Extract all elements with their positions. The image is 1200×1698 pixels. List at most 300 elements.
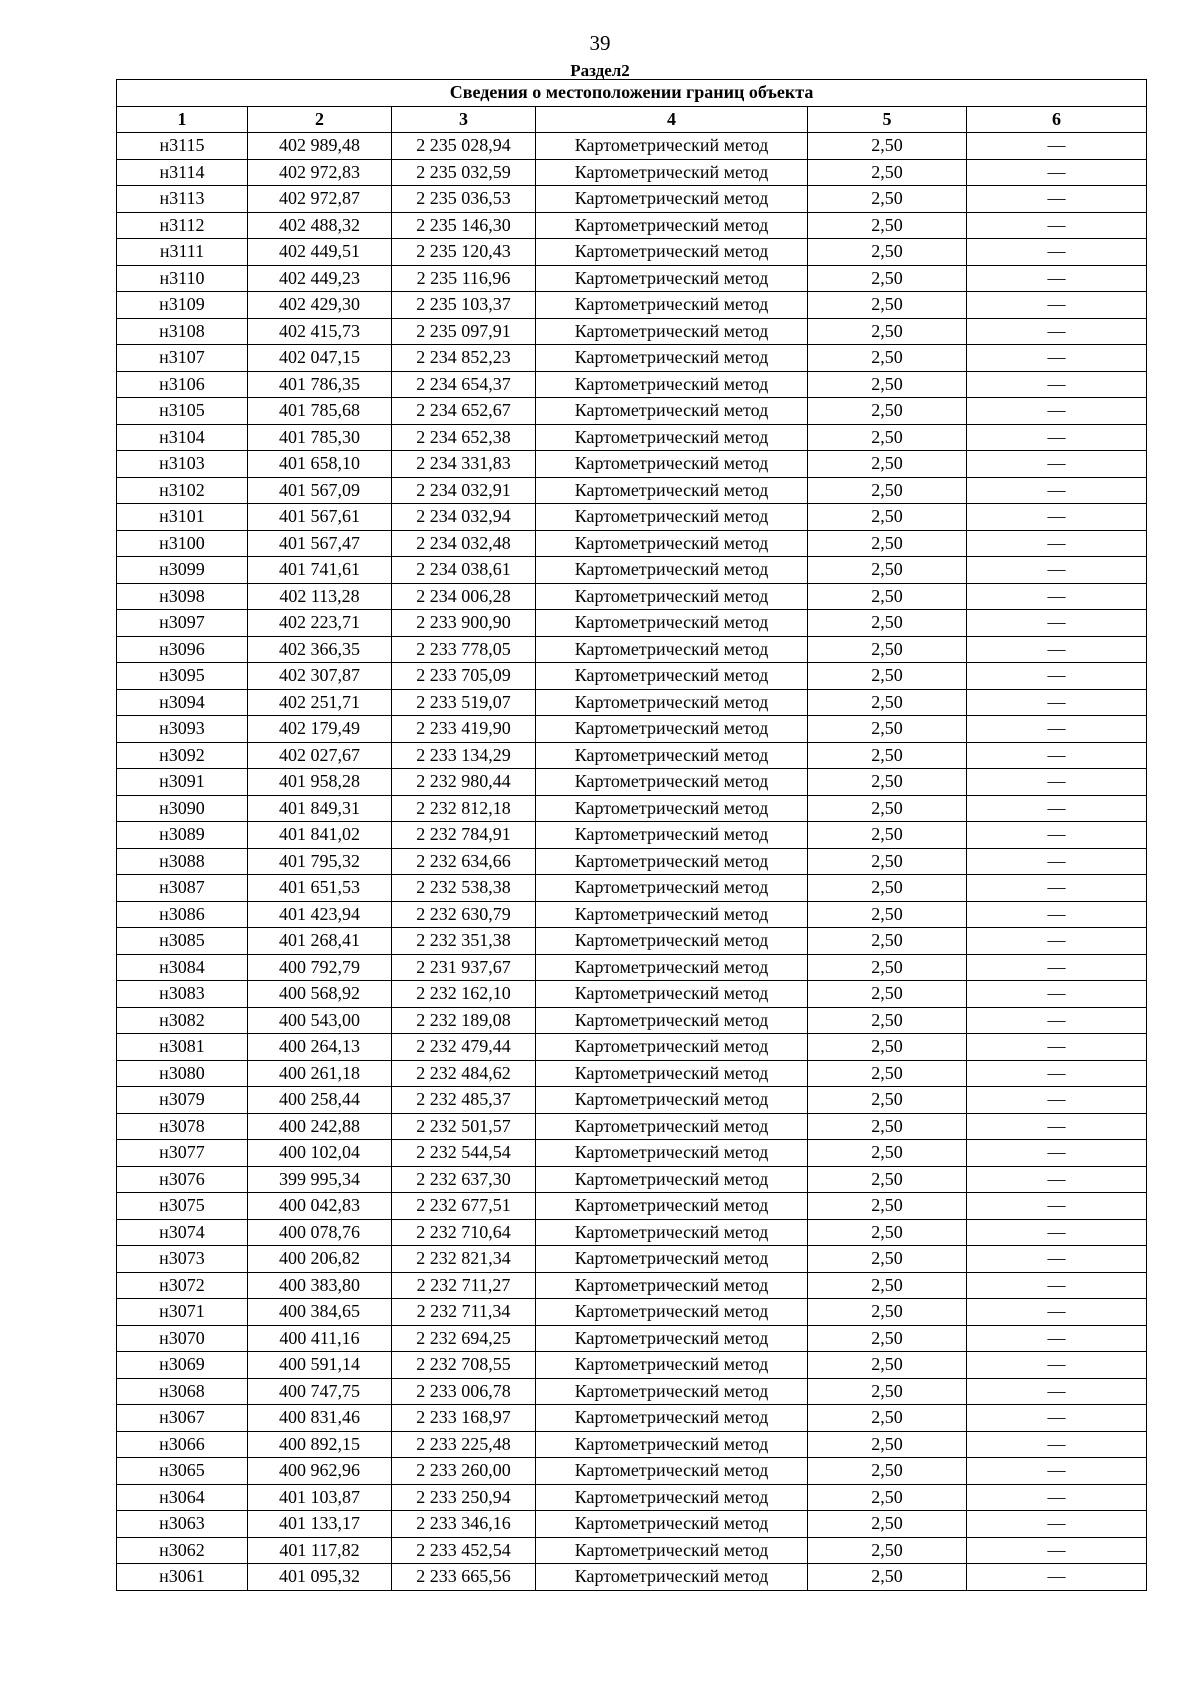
point-name-cell: н3066 [117,1431,248,1458]
accuracy-cell: 2,50 [808,1405,967,1432]
page-number: 39 [589,31,611,55]
point-name-cell: н3097 [117,610,248,637]
method-cell: Картометрический метод [536,822,808,849]
table-row [117,159,1147,186]
y-coordinate-cell: 2 233 006,78 [392,1378,536,1405]
method-cell: Картометрический метод [536,1511,808,1538]
point-name-cell: н3095 [117,663,248,690]
table-row [117,1511,1147,1538]
point-name-cell: н3075 [117,1193,248,1220]
method-cell: Картометрический метод [536,133,808,160]
point-name-cell: н3092 [117,742,248,769]
x-coordinate-cell: 400 383,80 [248,1272,392,1299]
description-cell: — [967,848,1147,875]
method-cell: Картометрический метод [536,583,808,610]
y-coordinate-cell: 2 233 705,09 [392,663,536,690]
description-cell: — [967,239,1147,266]
table-row [117,1484,1147,1511]
method-cell: Картометрический метод [536,1564,808,1591]
method-cell: Картометрический метод [536,1219,808,1246]
table-row [117,795,1147,822]
point-name-cell: н3086 [117,901,248,928]
description-cell: — [967,159,1147,186]
accuracy-cell: 2,50 [808,318,967,345]
y-coordinate-cell: 2 232 708,55 [392,1352,536,1379]
point-name-cell: н3090 [117,795,248,822]
description-cell: — [967,1166,1147,1193]
method-cell: Картометрический метод [536,530,808,557]
x-coordinate-cell: 401 958,28 [248,769,392,796]
method-cell: Картометрический метод [536,716,808,743]
y-coordinate-cell: 2 234 652,38 [392,424,536,451]
x-coordinate-cell: 402 223,71 [248,610,392,637]
x-coordinate-cell: 400 384,65 [248,1299,392,1326]
accuracy-cell: 2,50 [808,1511,967,1538]
description-cell: — [967,292,1147,319]
point-name-cell: н3077 [117,1140,248,1167]
table-row [117,848,1147,875]
accuracy-cell: 2,50 [808,1537,967,1564]
x-coordinate-cell: 401 133,17 [248,1511,392,1538]
point-name-cell: н3076 [117,1166,248,1193]
point-name-cell: н3085 [117,928,248,955]
point-name-cell: н3083 [117,981,248,1008]
description-cell: — [967,769,1147,796]
accuracy-cell: 2,50 [808,954,967,981]
point-name-cell: н3100 [117,530,248,557]
x-coordinate-cell: 401 741,61 [248,557,392,584]
description-cell: — [967,1193,1147,1220]
point-name-cell: н3091 [117,769,248,796]
y-coordinate-cell: 2 233 260,00 [392,1458,536,1485]
table-row [117,186,1147,213]
table-row [117,1352,1147,1379]
x-coordinate-cell: 400 892,15 [248,1431,392,1458]
table-row [117,1060,1147,1087]
accuracy-cell: 2,50 [808,1113,967,1140]
point-name-cell: н3072 [117,1272,248,1299]
method-cell: Картометрический метод [536,1272,808,1299]
x-coordinate-cell: 400 568,92 [248,981,392,1008]
point-name-cell: н3073 [117,1246,248,1273]
table-body [117,133,1147,1591]
point-name-cell: н3069 [117,1352,248,1379]
table-row [117,663,1147,690]
x-coordinate-cell: 401 103,87 [248,1484,392,1511]
column-header: 6 [967,106,1147,133]
description-cell: — [967,822,1147,849]
y-coordinate-cell: 2 232 784,91 [392,822,536,849]
description-cell: — [967,1007,1147,1034]
method-cell: Картометрический метод [536,239,808,266]
point-name-cell: н3087 [117,875,248,902]
accuracy-cell: 2,50 [808,822,967,849]
point-name-cell: н3094 [117,689,248,716]
accuracy-cell: 2,50 [808,1060,967,1087]
y-coordinate-cell: 2 232 812,18 [392,795,536,822]
x-coordinate-cell: 400 261,18 [248,1060,392,1087]
y-coordinate-cell: 2 232 162,10 [392,981,536,1008]
description-cell: — [967,1299,1147,1326]
y-coordinate-cell: 2 233 250,94 [392,1484,536,1511]
x-coordinate-cell: 402 449,23 [248,265,392,292]
description-cell: — [967,318,1147,345]
accuracy-cell: 2,50 [808,875,967,902]
method-cell: Картометрический метод [536,663,808,690]
accuracy-cell: 2,50 [808,265,967,292]
accuracy-cell: 2,50 [808,504,967,531]
table-row [117,583,1147,610]
table-header-row [117,106,1147,133]
table-row [117,981,1147,1008]
accuracy-cell: 2,50 [808,1007,967,1034]
y-coordinate-cell: 2 232 501,57 [392,1113,536,1140]
description-cell: — [967,133,1147,160]
description-cell: — [967,875,1147,902]
table-row [117,212,1147,239]
point-name-cell: н3078 [117,1113,248,1140]
point-name-cell: н3102 [117,477,248,504]
accuracy-cell: 2,50 [808,1378,967,1405]
description-cell: — [967,345,1147,372]
point-name-cell: н3112 [117,212,248,239]
x-coordinate-cell: 401 795,32 [248,848,392,875]
y-coordinate-cell: 2 235 032,59 [392,159,536,186]
x-coordinate-cell: 400 747,75 [248,1378,392,1405]
x-coordinate-cell: 400 042,83 [248,1193,392,1220]
x-coordinate-cell: 401 567,61 [248,504,392,531]
table-row [117,424,1147,451]
y-coordinate-cell: 2 233 900,90 [392,610,536,637]
point-name-cell: н3067 [117,1405,248,1432]
description-cell: — [967,1484,1147,1511]
point-name-cell: н3096 [117,636,248,663]
method-cell: Картометрический метод [536,981,808,1008]
x-coordinate-cell: 400 543,00 [248,1007,392,1034]
point-name-cell: н3081 [117,1034,248,1061]
method-cell: Картометрический метод [536,1113,808,1140]
description-cell: — [967,1246,1147,1273]
x-coordinate-cell: 399 995,34 [248,1166,392,1193]
x-coordinate-cell: 401 849,31 [248,795,392,822]
y-coordinate-cell: 2 232 711,27 [392,1272,536,1299]
accuracy-cell: 2,50 [808,424,967,451]
description-cell: — [967,663,1147,690]
table-row [117,371,1147,398]
point-name-cell: н3101 [117,504,248,531]
accuracy-cell: 2,50 [808,398,967,425]
x-coordinate-cell: 400 242,88 [248,1113,392,1140]
method-cell: Картометрический метод [536,504,808,531]
method-cell: Картометрический метод [536,1458,808,1485]
table-row [117,318,1147,345]
method-cell: Картометрический метод [536,1166,808,1193]
accuracy-cell: 2,50 [808,610,967,637]
y-coordinate-cell: 2 233 134,29 [392,742,536,769]
table-row [117,1087,1147,1114]
point-name-cell: н3093 [117,716,248,743]
point-name-cell: н3109 [117,292,248,319]
y-coordinate-cell: 2 233 419,90 [392,716,536,743]
y-coordinate-cell: 2 234 032,91 [392,477,536,504]
accuracy-cell: 2,50 [808,1458,967,1485]
y-coordinate-cell: 2 234 654,37 [392,371,536,398]
point-name-cell: н3106 [117,371,248,398]
table-row [117,345,1147,372]
x-coordinate-cell: 400 258,44 [248,1087,392,1114]
method-cell: Картометрический метод [536,212,808,239]
method-cell: Картометрический метод [536,345,808,372]
x-coordinate-cell: 402 429,30 [248,292,392,319]
accuracy-cell: 2,50 [808,1219,967,1246]
description-cell: — [967,901,1147,928]
x-coordinate-cell: 402 047,15 [248,345,392,372]
point-name-cell: н3088 [117,848,248,875]
table-row [117,954,1147,981]
accuracy-cell: 2,50 [808,928,967,955]
y-coordinate-cell: 2 235 116,96 [392,265,536,292]
accuracy-cell: 2,50 [808,133,967,160]
x-coordinate-cell: 402 415,73 [248,318,392,345]
x-coordinate-cell: 401 117,82 [248,1537,392,1564]
y-coordinate-cell: 2 233 519,07 [392,689,536,716]
method-cell: Картометрический метод [536,398,808,425]
x-coordinate-cell: 402 027,67 [248,742,392,769]
table-row [117,1007,1147,1034]
method-cell: Картометрический метод [536,1034,808,1061]
x-coordinate-cell: 400 078,76 [248,1219,392,1246]
description-cell: — [967,424,1147,451]
table-row [117,1458,1147,1485]
y-coordinate-cell: 2 232 710,64 [392,1219,536,1246]
table-row [117,451,1147,478]
description-cell: — [967,1352,1147,1379]
accuracy-cell: 2,50 [808,239,967,266]
method-cell: Картометрический метод [536,1007,808,1034]
table-row [117,504,1147,531]
x-coordinate-cell: 401 651,53 [248,875,392,902]
y-coordinate-cell: 2 235 036,53 [392,186,536,213]
accuracy-cell: 2,50 [808,1140,967,1167]
method-cell: Картометрический метод [536,424,808,451]
description-cell: — [967,557,1147,584]
y-coordinate-cell: 2 232 980,44 [392,769,536,796]
method-cell: Картометрический метод [536,1087,808,1114]
y-coordinate-cell: 2 232 630,79 [392,901,536,928]
y-coordinate-cell: 2 233 168,97 [392,1405,536,1432]
x-coordinate-cell: 401 423,94 [248,901,392,928]
table-row [117,1378,1147,1405]
description-cell: — [967,1113,1147,1140]
accuracy-cell: 2,50 [808,795,967,822]
table-row [117,265,1147,292]
point-name-cell: н3074 [117,1219,248,1246]
method-cell: Картометрический метод [536,636,808,663]
y-coordinate-cell: 2 232 479,44 [392,1034,536,1061]
accuracy-cell: 2,50 [808,1325,967,1352]
point-name-cell: н3104 [117,424,248,451]
y-coordinate-cell: 2 232 677,51 [392,1193,536,1220]
y-coordinate-cell: 2 235 028,94 [392,133,536,160]
accuracy-cell: 2,50 [808,1431,967,1458]
y-coordinate-cell: 2 232 485,37 [392,1087,536,1114]
accuracy-cell: 2,50 [808,689,967,716]
description-cell: — [967,398,1147,425]
y-coordinate-cell: 2 232 637,30 [392,1166,536,1193]
point-name-cell: н3080 [117,1060,248,1087]
x-coordinate-cell: 400 831,46 [248,1405,392,1432]
y-coordinate-cell: 2 235 146,30 [392,212,536,239]
method-cell: Картометрический метод [536,689,808,716]
y-coordinate-cell: 2 235 103,37 [392,292,536,319]
x-coordinate-cell: 402 972,87 [248,186,392,213]
x-coordinate-cell: 402 366,35 [248,636,392,663]
accuracy-cell: 2,50 [808,1564,967,1591]
table-row [117,239,1147,266]
method-cell: Картометрический метод [536,1325,808,1352]
accuracy-cell: 2,50 [808,663,967,690]
x-coordinate-cell: 401 785,30 [248,424,392,451]
point-name-cell: н3079 [117,1087,248,1114]
table-row [117,1113,1147,1140]
table-caption: Сведения о местоположении границ объекта [117,80,1147,107]
x-coordinate-cell: 402 989,48 [248,133,392,160]
point-name-cell: н3105 [117,398,248,425]
description-cell: — [967,1511,1147,1538]
description-cell: — [967,530,1147,557]
y-coordinate-cell: 2 232 538,38 [392,875,536,902]
x-coordinate-cell: 401 567,47 [248,530,392,557]
x-coordinate-cell: 400 962,96 [248,1458,392,1485]
table-row [117,901,1147,928]
x-coordinate-cell: 402 179,49 [248,716,392,743]
column-header: 4 [536,106,808,133]
method-cell: Картометрический метод [536,610,808,637]
accuracy-cell: 2,50 [808,1166,967,1193]
table-row [117,1299,1147,1326]
description-cell: — [967,1034,1147,1061]
table-row [117,875,1147,902]
accuracy-cell: 2,50 [808,345,967,372]
description-cell: — [967,1564,1147,1591]
table-row [117,689,1147,716]
description-cell: — [967,583,1147,610]
method-cell: Картометрический метод [536,1140,808,1167]
description-cell: — [967,716,1147,743]
x-coordinate-cell: 401 841,02 [248,822,392,849]
x-coordinate-cell: 401 567,09 [248,477,392,504]
method-cell: Картометрический метод [536,875,808,902]
method-cell: Картометрический метод [536,1299,808,1326]
accuracy-cell: 2,50 [808,636,967,663]
y-coordinate-cell: 2 233 225,48 [392,1431,536,1458]
table-caption-row [117,80,1147,107]
description-cell: — [967,1458,1147,1485]
accuracy-cell: 2,50 [808,371,967,398]
table-row [117,133,1147,160]
x-coordinate-cell: 400 792,79 [248,954,392,981]
point-name-cell: н3115 [117,133,248,160]
point-name-cell: н3063 [117,1511,248,1538]
accuracy-cell: 2,50 [808,848,967,875]
column-header: 3 [392,106,536,133]
accuracy-cell: 2,50 [808,583,967,610]
accuracy-cell: 2,50 [808,981,967,1008]
table-row [117,1564,1147,1591]
accuracy-cell: 2,50 [808,1034,967,1061]
accuracy-cell: 2,50 [808,159,967,186]
accuracy-cell: 2,50 [808,1246,967,1273]
method-cell: Картометрический метод [536,1352,808,1379]
method-cell: Картометрический метод [536,848,808,875]
method-cell: Картометрический метод [536,1378,808,1405]
y-coordinate-cell: 2 234 032,94 [392,504,536,531]
description-cell: — [967,451,1147,478]
description-cell: — [967,1378,1147,1405]
description-cell: — [967,610,1147,637]
y-coordinate-cell: 2 234 652,67 [392,398,536,425]
description-cell: — [967,371,1147,398]
description-cell: — [967,265,1147,292]
description-cell: — [967,1140,1147,1167]
description-cell: — [967,186,1147,213]
description-cell: — [967,1272,1147,1299]
y-coordinate-cell: 2 235 097,91 [392,318,536,345]
y-coordinate-cell: 2 232 484,62 [392,1060,536,1087]
point-name-cell: н3098 [117,583,248,610]
description-cell: — [967,795,1147,822]
accuracy-cell: 2,50 [808,1352,967,1379]
x-coordinate-cell: 402 113,28 [248,583,392,610]
description-cell: — [967,504,1147,531]
table-row [117,636,1147,663]
x-coordinate-cell: 402 972,83 [248,159,392,186]
x-coordinate-cell: 400 102,04 [248,1140,392,1167]
point-name-cell: н3071 [117,1299,248,1326]
method-cell: Картометрический метод [536,265,808,292]
method-cell: Картометрический метод [536,159,808,186]
point-name-cell: н3099 [117,557,248,584]
x-coordinate-cell: 401 268,41 [248,928,392,955]
point-name-cell: н3061 [117,1564,248,1591]
table-row [117,769,1147,796]
y-coordinate-cell: 2 232 711,34 [392,1299,536,1326]
method-cell: Картометрический метод [536,186,808,213]
boundary-coordinates-table [116,79,1147,1591]
accuracy-cell: 2,50 [808,1299,967,1326]
x-coordinate-cell: 402 449,51 [248,239,392,266]
accuracy-cell: 2,50 [808,186,967,213]
y-coordinate-cell: 2 232 634,66 [392,848,536,875]
column-header: 2 [248,106,392,133]
accuracy-cell: 2,50 [808,292,967,319]
table-row [117,928,1147,955]
method-cell: Картометрический метод [536,1537,808,1564]
point-name-cell: н3062 [117,1537,248,1564]
table-row [117,1219,1147,1246]
y-coordinate-cell: 2 232 351,38 [392,928,536,955]
table-row [117,477,1147,504]
table-row [117,398,1147,425]
point-name-cell: н3082 [117,1007,248,1034]
table-row [117,557,1147,584]
method-cell: Картометрический метод [536,1246,808,1273]
column-header: 1 [117,106,248,133]
point-name-cell: н3089 [117,822,248,849]
point-name-cell: н3084 [117,954,248,981]
x-coordinate-cell: 401 785,68 [248,398,392,425]
y-coordinate-cell: 2 232 694,25 [392,1325,536,1352]
